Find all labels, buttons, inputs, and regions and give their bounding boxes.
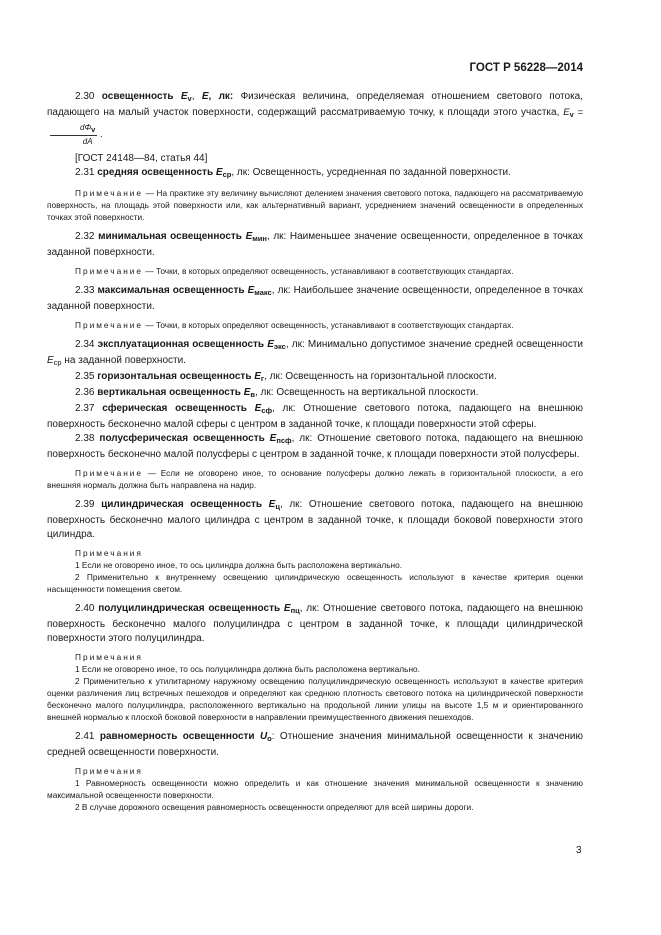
illuminance-formula: $E_v$ = $\frac{\text{dΦv}}{dA}$ .: [47, 107, 583, 140]
definition: , лк: Освещенность на вертикальной плоскости.: [255, 387, 479, 398]
definition: , лк: Отношение светового потока, падающего на внешнюю поверхность бесконечно малой полусферы с центром в заданной точке, к площади поверхности этой полусферы.: [47, 433, 584, 460]
notes-title: Примечания: [75, 548, 143, 558]
clause-number: 2.30: [75, 91, 95, 102]
clause-2-34: 2.34 эксплуатационная освещенность $E_{экс}$, лк: Минимально допустимое значение средней освещенности $E_{ср}$ на заданной поверхности.: [47, 339, 583, 367]
term: полусферическая освещенность: [99, 433, 265, 444]
note: Примечание — Точки, в которых определяют освещенность, устанавливают в соответствующих стандартах.: [75, 320, 514, 330]
page-number: 3: [576, 845, 582, 856]
term: горизонтальная освещенность: [97, 371, 252, 382]
clause-2-31: 2.31 средняя освещенность $E_{ср}$, лк: Освещенность, усредненная по заданной поверхности.: [75, 167, 511, 179]
clause-2-40: 2.40 полуцилиндрическая освещенность $E_{пц}$, лк: Отношение светового потока, падающего на внешнюю поверхность бесконечно малого полуцилиндра с центром в заданной точке, к площади цилиндрической поверхности этого полуцилиндра.: [47, 603, 584, 644]
definition: , лк: Отношение светового потока, падающего на внешнюю поверхность бесконечно малой сферы с центром в заданной точке, к площади поверхности этой сферы.: [47, 403, 583, 430]
clause-2-39: 2.39 цилиндрическая освещенность $E_ц$, лк: Отношение светового потока, падающего на внешнюю поверхность бесконечно малого цилиндра с центром в заданной точке, к площади боковой поверхности этого цилиндра.: [47, 499, 584, 540]
term: средняя освещенность: [97, 167, 214, 178]
note: Примечание — На практике эту величину вычисляют делением значения светового потока, падающего на рассматриваемую поверхность, на площадь этой поверхности или, как альтернативный вариант, усреднением значений освещенности в определенных точках этой поверхности.: [47, 188, 583, 222]
note: Примечание — Если не оговорено иное, то основание полусферы должно лежать в горизонтальной плоскости, а его внешняя нормаль должна быть направлена на надир.: [47, 468, 583, 490]
note-1: 1 Равномерность освещенности можно определить и как отношение значения минимальной освещенности к значению максимальной освещенности поверхности.: [47, 778, 583, 800]
clause-2-32: 2.32 минимальная освещенность $E_{мин}$, лк: Наименьшее значение освещенности, определенное в точках заданной поверхности.: [47, 231, 584, 258]
term: освещенность: [101, 91, 174, 102]
clause-2-33: 2.33 максимальная освещенность $E_{макс}$, лк: Наибольшее значение освещенности, определенное в точках заданной поверхности.: [47, 285, 583, 312]
clause-2-37: 2.37 сферическая освещенность $E_{сф}$, лк: Отношение светового потока, падающего на внешнюю поверхность бесконечно малой сферы с центром в заданной точке, к площади поверхности этой сферы.: [47, 403, 583, 430]
term: равномерность освещенности: [99, 731, 255, 742]
symbol-alt: E: [201, 91, 209, 102]
clause-2-38: 2.38 полусферическая освещенность $E_{псф}$, лк: Отношение светового потока, падающего на внешнюю поверхность бесконечно малой полусферы с центром в заданной точке, к площади поверхности этой полусферы.: [47, 433, 584, 460]
definition: Физическая величина, определяемая отношением светового потока, падающего на малый участок поверхности, содержащий рассматриваемую точку, к площади этого участка,: [47, 91, 583, 118]
reference: [ГОСТ 24148—84, статья 44]: [75, 153, 208, 164]
term: цилиндрическая освещенность: [101, 499, 263, 510]
term: минимальная освещенность: [98, 231, 242, 242]
clause-2-35: 2.35 горизонтальная освещенность $E_г$, лк: Освещенность на горизонтальной плоскости.: [75, 371, 497, 383]
note-1: 1 Если не оговорено иное, то ось цилиндра должна быть расположена вертикально.: [75, 560, 403, 570]
note-2: 2 Применительно к утилитарному наружному освещению полуцилиндрическую освещенность используют в качестве критерия оценки различения лиц встречных пешеходов и определяют как среднюю плотность светового потока на цилиндрической поверхности бесконечно малого полуцилиндра, расположенного вертикально на продольной линии улицы на высоте 1,5 м и ориентированного внешней нормалью к плоской боковой поверхности в направлении преимущественного движения пешеходов.: [47, 676, 583, 722]
definition: , лк: Освещенность на горизонтальной плоскости.: [264, 371, 497, 382]
term: максимальная освещенность: [97, 285, 245, 296]
note-1: 1 Если не оговорено иное, то ось полуцилиндра должна быть расположена вертикально.: [75, 664, 420, 674]
clause-2-36: 2.36 вертикальная освещенность $E_в$, лк: Освещенность на вертикальной плоскости.: [75, 387, 479, 399]
note-2: 2 В случае дорожного освещения равномерность освещенности определяют для всей ширины дороги.: [75, 802, 474, 812]
definition: , лк: Отношение светового потока, падающего на внешнюю поверхность бесконечно малого полуцилиндра с центром в заданной точке, к площади цилиндрической поверхности этого полуцилиндра.: [47, 603, 584, 644]
notes-title: Примечания: [75, 652, 143, 662]
term: полуцилиндрическая освещенность: [98, 603, 281, 614]
symbol: $E_v$: [180, 91, 192, 103]
term: эксплуатационная освещенность: [97, 339, 265, 350]
definition: , лк: Освещенность, усредненная по заданной поверхности.: [231, 167, 511, 178]
term: вертикальная освещенность: [97, 387, 241, 398]
term: сферическая освещенность: [102, 403, 247, 414]
clause-2-41: 2.41 равномерность освещенности $U_o$: Отношение значения минимальной освещенности к значению средней освещенности поверхности.: [47, 731, 583, 758]
definition: , лк: Наибольшее значение освещенности, определенное в точках заданной поверхности.: [47, 285, 583, 312]
notes-title: Примечания: [75, 766, 143, 776]
note-2: 2 Применительно к внутреннему освещению цилиндрическую освещенность используют в качестве критерия оценки насыщенности помещения светом.: [47, 572, 583, 594]
note: Примечание — Точки, в которых определяют освещенность, устанавливают в соответствующих стандартах.: [75, 266, 514, 276]
definition: : Отношение значения минимальной освещенности к значению средней освещенности поверхности.: [47, 731, 583, 758]
definition: , лк: Отношение светового потока, падающего на внешнюю поверхность бесконечно малого цилиндра с центром в заданной точке, к площади боковой поверхности этого цилиндра.: [47, 499, 584, 540]
document-body: [47, 90, 583, 813]
unit: , лк:: [208, 91, 234, 102]
definition: , лк: Наименьшее значение освещенности, определенное в точках заданной поверхности.: [47, 231, 584, 258]
clause-2-30: 2.30 освещенность $E_v$, E, лк: Физическая величина, определяемая отношением светового потока, падающего на малый участок поверхности, содержащий рассматриваемую точку, к площади этого участка, $E_v$ = $\frac{\text{dΦv}}{dA}$ .: [47, 91, 584, 146]
standard-header: ГОСТ Р 56228—2014: [469, 62, 583, 74]
